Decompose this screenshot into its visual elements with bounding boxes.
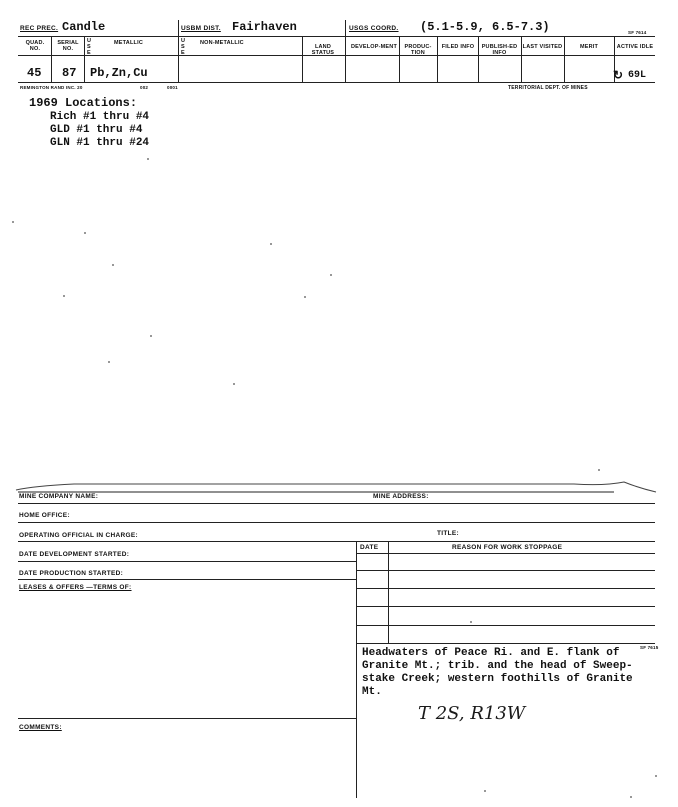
location-item-3: GLN #1 thru #24: [50, 137, 150, 149]
location-desc-3: stake Creek; western foothills of Granite: [362, 673, 633, 685]
col-development: DEVELOP-MENT: [350, 44, 398, 50]
col-active-idle: ACTIVE IDLE: [616, 44, 654, 50]
col-use-code: U S E: [87, 38, 92, 56]
tear-line: [14, 472, 659, 496]
date-production-label: DATE PRODUCTION STARTED:: [19, 570, 124, 577]
rec-prec-value: Candle: [62, 20, 106, 34]
col-production: PRODUC-TION: [404, 44, 432, 56]
home-office-label: HOME OFFICE:: [19, 512, 70, 519]
rec-prec-label: REC PREC.: [20, 25, 59, 32]
printer-label: REMINGTON RAND INC. 20: [20, 85, 83, 90]
usbm-dist-label: USBM DIST.: [181, 25, 221, 32]
col-filed-info: FILED INFO: [441, 44, 475, 50]
location-desc-1: Headwaters of Peace Ri. and E. flank of: [362, 647, 620, 659]
col-use-code-2: U S E: [181, 38, 186, 56]
col-quad-no: QUAD. NO.: [25, 40, 45, 52]
col-land-status: LAND STATUS: [311, 44, 335, 56]
location-item-2: GLD #1 thru #4: [50, 124, 143, 136]
mine-address-label: MINE ADDRESS:: [373, 493, 429, 500]
row-serial: 87: [62, 66, 77, 80]
usgs-coord-value: (5.1-5.9, 6.5-7.3): [420, 20, 550, 34]
location-desc-4: Mt.: [362, 686, 382, 698]
form-code: SF 7614: [628, 30, 647, 35]
active-circle-mark: ↻: [613, 68, 624, 82]
leases-label: LEASES & OFFERS —TERMS OF:: [19, 584, 132, 591]
row-metallic: Pb,Zn,Cu: [90, 66, 148, 80]
mine-company-name-label: MINE COMPANY NAME:: [19, 493, 99, 500]
printer-code-1: 002: [140, 85, 149, 90]
comments-label: COMMENTS:: [19, 724, 62, 731]
reason-col-label: REASON FOR WORK STOPPAGE: [452, 544, 563, 551]
date-col-label: DATE: [360, 544, 379, 551]
col-last-visited: LAST VISITED: [522, 44, 563, 50]
title-label: TITLE:: [437, 530, 460, 537]
col-serial-no: SERIAL NO.: [57, 40, 79, 52]
usbm-dist-value: Fairhaven: [232, 20, 297, 34]
form-code-2: SF 7615: [640, 645, 659, 650]
col-merit: MERIT: [579, 44, 599, 50]
location-item-1: Rich #1 thru #4: [50, 111, 150, 123]
dept-label: TERRITORIAL DEPT. OF MINES: [508, 85, 588, 91]
row-quad: 45: [27, 66, 42, 80]
date-development-label: DATE DEVELOPMENT STARTED:: [19, 551, 130, 558]
col-metallic: METALLIC: [114, 40, 143, 46]
usgs-coord-label: USGS COORD.: [349, 25, 399, 32]
locations-heading: 1969 Locations:: [29, 96, 138, 110]
location-desc-2: Granite Mt.; trib. and the head of Sweep-: [362, 660, 633, 672]
operating-official-label: OPERATING OFFICIAL IN CHARGE:: [19, 532, 138, 539]
handwritten-township: T 2S, R13W: [418, 703, 526, 724]
col-non-metallic: NON-METALLIC: [200, 40, 244, 46]
col-published-info: PUBLISH-ED INFO: [481, 44, 518, 56]
printer-code-2: 0001: [167, 85, 178, 90]
row-active: 69L: [628, 70, 647, 81]
